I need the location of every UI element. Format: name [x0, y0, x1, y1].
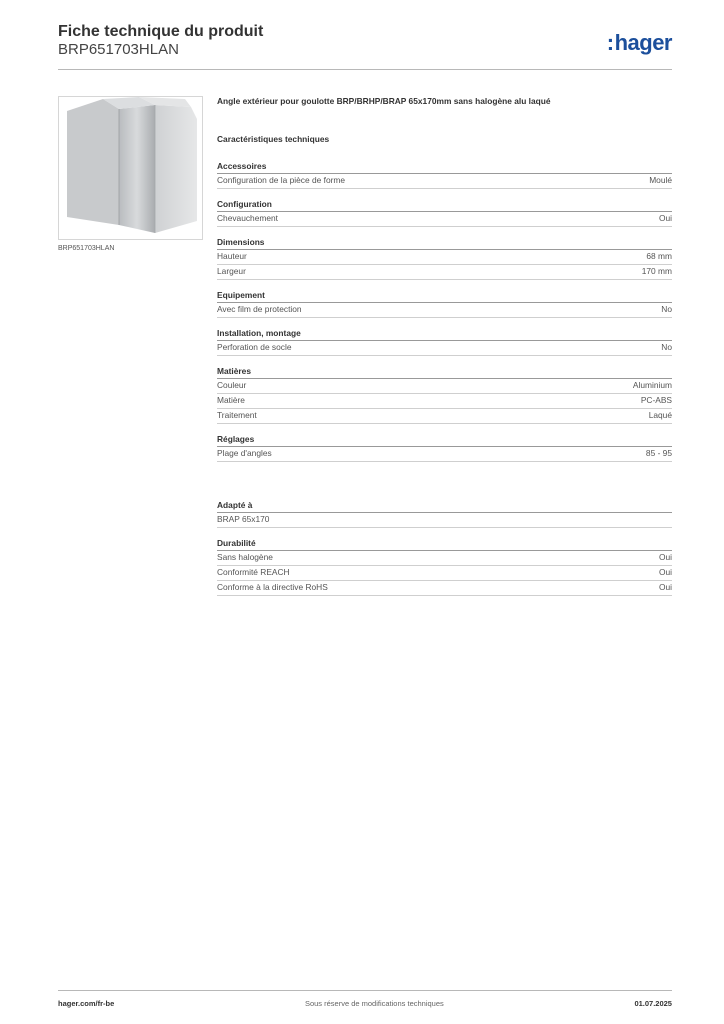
characteristics-heading: Caractéristiques techniques: [217, 134, 330, 144]
spacer: [217, 472, 672, 500]
adapted-group: [217, 500, 672, 528]
spec-label: Avec film de protection: [217, 304, 302, 314]
spec-group-title: Matières: [217, 366, 672, 379]
spec-row: [217, 174, 672, 189]
spec-row: [217, 513, 672, 528]
footer-website: hager.com/fr-be: [58, 999, 115, 1008]
product-image: [58, 96, 203, 240]
spec-group-title: Configuration: [217, 199, 672, 212]
spec-label: Sans halogène: [217, 552, 273, 562]
spec-label: Configuration de la pièce de forme: [217, 175, 346, 185]
spec-label: Conformité REACH: [217, 567, 290, 577]
spec-label: Hauteur: [217, 251, 247, 261]
spec-group-title: Dimensions: [217, 237, 672, 250]
spec-label: Couleur: [217, 380, 247, 390]
spec-row: [217, 551, 672, 566]
spec-label: Chevauchement: [217, 213, 278, 223]
page-footer: [58, 990, 672, 1008]
footer-notice: Sous réserve de modifications techniques: [304, 999, 444, 1008]
spec-group: [217, 328, 672, 356]
spec-row: [217, 341, 672, 356]
spec-group: [217, 538, 672, 596]
spec-group: [217, 434, 672, 462]
spec-label: Traitement: [217, 410, 257, 420]
spec-label: Plage d'angles: [217, 448, 272, 458]
spec-value: 68 mm: [646, 251, 672, 261]
spec-row: [217, 212, 672, 227]
page-header: [58, 22, 672, 70]
spec-row: [217, 265, 672, 280]
spec-label: Conforme à la directive RoHS: [217, 582, 328, 592]
spec-group: [217, 366, 672, 424]
spec-row: [217, 566, 672, 581]
spec-label: Largeur: [217, 266, 246, 276]
spec-group-title: Accessoires: [217, 161, 672, 174]
product-angle-icon: [59, 97, 202, 239]
spec-row: [217, 394, 672, 409]
spec-value: Oui: [658, 567, 672, 577]
product-reference: BRP651703HLAN: [58, 41, 179, 58]
footer-date: 01.07.2025: [634, 999, 672, 1008]
spec-group-title: Adapté à: [217, 500, 672, 513]
spec-value: PC-ABS: [640, 395, 672, 405]
spec-row: [217, 581, 672, 596]
spec-group-title: Equipement: [217, 290, 672, 303]
spec-label: Matière: [217, 395, 245, 405]
spec-value: 170 mm: [641, 266, 672, 276]
spec-group-title: Durabilité: [217, 538, 672, 551]
spec-content: [217, 96, 672, 606]
spec-value: Oui: [658, 213, 672, 223]
logo-text: hager: [614, 30, 672, 55]
durability-group: [217, 538, 672, 596]
spec-value: Laqué: [648, 410, 672, 420]
spec-value: No: [661, 304, 672, 314]
spec-group: [217, 237, 672, 280]
spec-group: [217, 161, 672, 189]
spec-row: [217, 447, 672, 462]
spec-value: Aluminium: [632, 380, 672, 390]
product-description: Angle extérieur pour goulotte BRP/BRHP/BRAP 65x170mm sans halogène alu laqué: [217, 96, 551, 106]
spec-group-title: Réglages: [217, 434, 672, 447]
spec-row: [217, 250, 672, 265]
hager-logo: [607, 30, 672, 56]
spec-value: No: [661, 342, 672, 352]
spec-label: BRAP 65x170: [217, 514, 270, 524]
logo-dots-icon: :: [606, 30, 614, 55]
spec-value: 85 - 95: [645, 448, 672, 458]
document-title: Fiche technique du produit: [58, 23, 264, 40]
spec-groups: [217, 161, 672, 462]
spec-group: [217, 199, 672, 227]
spec-value: Oui: [658, 552, 672, 562]
spec-row: [217, 303, 672, 318]
spec-row: [217, 379, 672, 394]
spec-value: Oui: [658, 582, 672, 592]
spec-row: [217, 409, 672, 424]
spec-value: Moulé: [649, 175, 672, 185]
image-caption: BRP651703HLAN: [58, 245, 115, 252]
spec-label: Perforation de socle: [217, 342, 292, 352]
spec-group: [217, 500, 672, 528]
spec-group-title: Installation, montage: [217, 328, 672, 341]
spec-group: [217, 290, 672, 318]
